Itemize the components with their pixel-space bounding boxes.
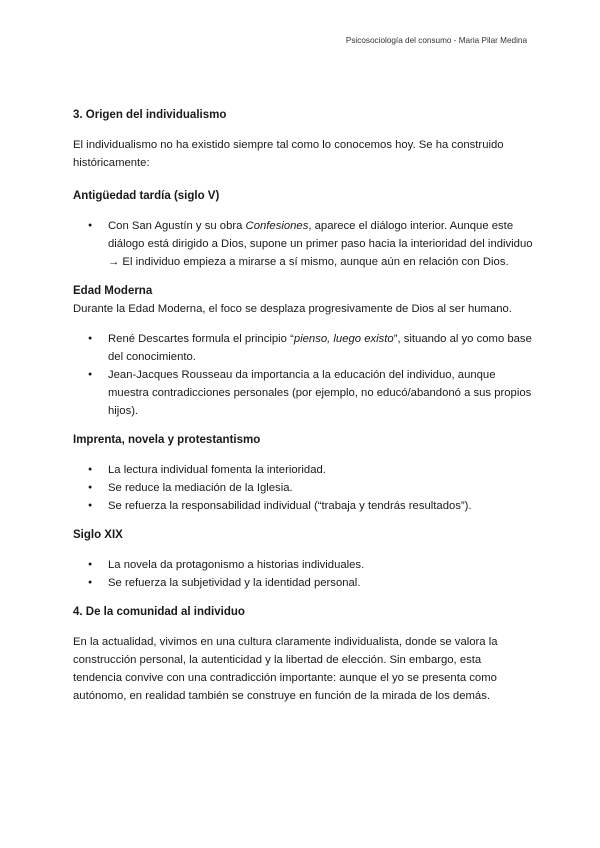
siglo-xix-list: [73, 556, 533, 592]
list-item: ● Se refuerza la subjetividad y la identidad personal.: [73, 574, 533, 592]
list-item: ● La novela da protagonismo a historias individuales.: [73, 556, 533, 574]
list-item: ● Se refuerza la responsabilidad individual (“trabaja y tendrás resultados”).: [73, 497, 533, 515]
list-item: ● Se reduce la mediación de la Iglesia.: [73, 479, 533, 497]
list-item: ● La lectura individual fomenta la interioridad.: [73, 461, 533, 479]
antiguedad-heading: Antigüedad tardía (siglo V): [73, 190, 220, 202]
list-item-text: René Descartes formula el principio “: [108, 333, 294, 345]
section-3-intro: El individualismo no ha existido siempre tal como lo conocemos hoy. Se ha construido históricamente:: [73, 139, 504, 169]
list-item-emphasis: pienso, luego existo: [293, 333, 394, 345]
list-item-text: ”, situando al yo como base del conocimiento.: [108, 333, 532, 363]
imprenta-heading: Imprenta, novela y protestantismo: [73, 434, 261, 446]
antiguedad-list: [73, 217, 533, 271]
edad-moderna-heading: Edad Moderna: [73, 285, 153, 297]
document-body: [73, 106, 533, 705]
list-item: [73, 330, 533, 366]
list-item: ● Jean-Jacques Rousseau da importancia a la educación del individuo, aunque muestra contradicciones personales (por ejemplo, no educó/abandonó a sus propios hijos).: [73, 366, 533, 420]
running-header: Psicosociología del consumo - Maria Pilar Medina: [345, 36, 527, 45]
section-4-body: En la actualidad, vivimos en una cultura claramente individualista, donde se valora la construcción personal, la autenticidad y la libertad de elección. Sin embargo, esta tendencia convive con una contradicción importante: aunque el yo se presenta como autónomo, en realidad también se construye en función de la mirada de los demás.: [73, 636, 498, 702]
edad-moderna-list: [73, 330, 533, 420]
list-item-emphasis: Confesiones: [245, 220, 309, 232]
list-item: [73, 217, 533, 271]
imprenta-list: [73, 461, 533, 515]
list-item-text: , aparece el diálogo interior. Aunque este diálogo está dirigido a Dios, supone un primer paso hacia la interioridad del individuo → El individuo empieza a mirarse a sí mismo, aunque aún en relación con Dios.: [108, 220, 533, 268]
list-item-text: Con San Agustín y su obra: [108, 220, 246, 232]
section-4-title: 4. De la comunidad al individuo: [73, 606, 245, 618]
section-3-title: 3. Origen del individualismo: [73, 109, 227, 121]
siglo-xix-heading: Siglo XIX: [73, 529, 123, 541]
edad-moderna-intro: Durante la Edad Moderna, el foco se desplaza progresivamente de Dios al ser humano.: [73, 303, 512, 315]
